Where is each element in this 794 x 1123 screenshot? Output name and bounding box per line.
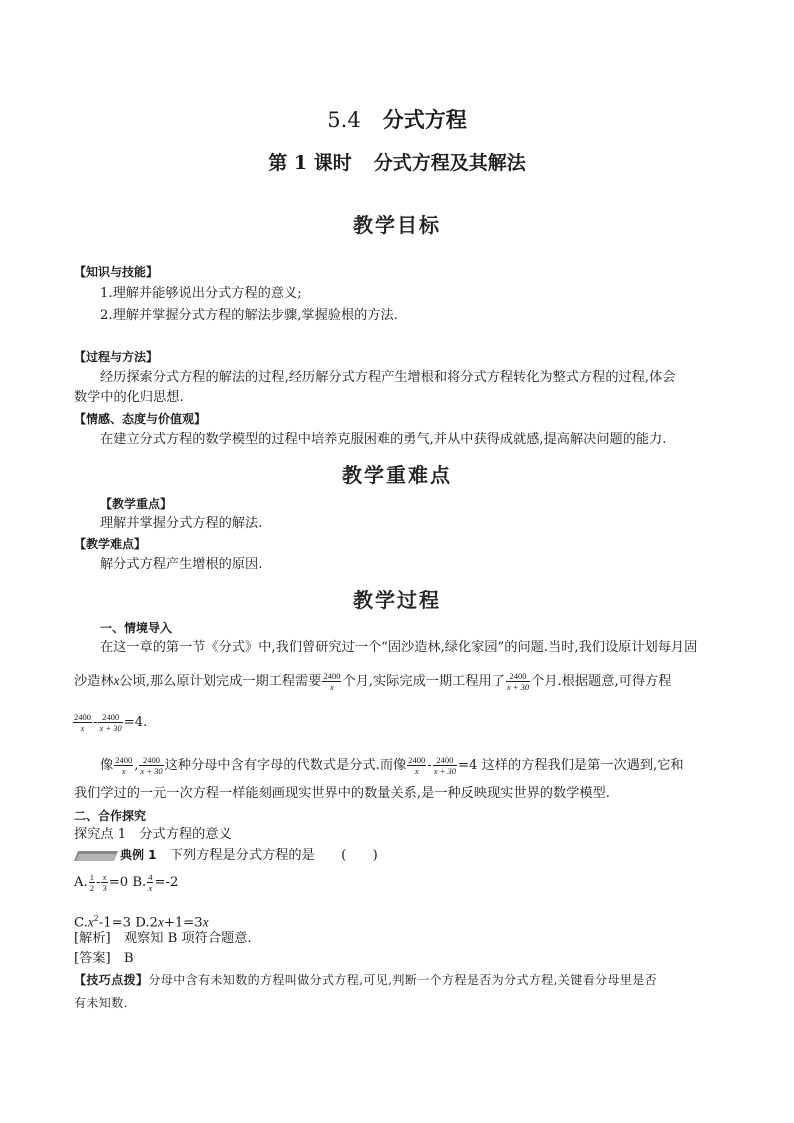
chapter-title (0, 104, 794, 134)
scenario-line-2: 沙造林x公顷,那么原计划完成一期工程需要 $\frac{2400}{x}$ 个月,实际完成一期工程用了 $\frac{2400}{x + 30}$ 个月.根据题意,可得方程 (74, 671, 672, 692)
fraction-definition-line-2: 我们学过的一元一次方程一样能刻画现实世界中的数量关系,是一种反映现实世界的数学模型. (74, 786, 610, 801)
analysis-line: [解析] 观察知 B 项符合题意. (74, 931, 252, 946)
attitude-heading: 【情感、态度与价值观】 (74, 412, 207, 426)
lesson-name: 分式方程及其解法 (373, 152, 526, 174)
scenario-line-1: 在这一章的第一节《分式》中,我们曾研究过一个“固沙造林,绿化家园”的问题.当时,我们设原计划每月固 (100, 640, 698, 655)
tip-line-1: 【技巧点拨】分母中含有未知数的方程叫做分式方程,可见,判断一个方程是否为分式方程,关键看分母里是否 (74, 973, 658, 987)
answer-line: [答案] B (74, 951, 134, 966)
section-process-heading: 教学过程 (353, 588, 441, 612)
process-text-1: 经历探索分式方程的解法的过程,经历解分式方程产生增根和将分式方程转化为整式方程的过程,体会 (100, 370, 676, 385)
example-label: 典例 1 (120, 848, 157, 862)
section-keypoints-heading: 教学重难点 (342, 463, 452, 487)
fraction-2400-over-x30: $\frac{2400}{x + 30}$ (506, 671, 530, 692)
attitude-text: 在建立分式方程的数学模型的过程中培养克服困难的勇气,并从中获得成就感,提高解决问题的能力. (100, 432, 667, 447)
difficulty-heading: 【教学难点】 (74, 537, 147, 551)
example-1-line (74, 847, 378, 864)
chapter-name: 分式方程 (382, 107, 467, 132)
chapter-number: 5.4 (327, 108, 361, 132)
part2-heading: 二、合作探究 (74, 809, 147, 823)
lesson-title (0, 148, 794, 175)
process-text-2: 数学中的化归思想. (74, 390, 184, 405)
explore-point-1: 探究点 1 分式方程的意义 (74, 827, 232, 842)
knowledge-item-1: 1.理解并能够说出分式方程的意义; (100, 286, 302, 301)
options-ab: A. $\frac{1}{2}$ - $\frac{x}{3}$ =0 B. $\frac{4}{x}$ =-2 (74, 872, 179, 893)
lesson-number: 第 1 课时 (268, 152, 352, 174)
focus-text: 理解并掌握分式方程的解法. (100, 516, 263, 531)
part1-heading: 一、情境导入 (100, 621, 173, 635)
options-cd: $C.x^2-1=3$ D.2x+1=3x (74, 914, 209, 931)
process-heading: 【过程与方法】 (74, 350, 159, 364)
example-banner-icon (74, 851, 118, 861)
example-question: 下列方程是分式方程的是 ( ) (169, 848, 378, 863)
difficulty-text: 解分式方程产生增根的原因. (100, 557, 263, 572)
knowledge-heading: 【知识与技能】 (74, 265, 159, 279)
knowledge-item-2: 2.理解并掌握分式方程的解法步骤,掌握验根的方法. (100, 308, 398, 323)
section-goals-heading: 教学目标 (353, 213, 441, 237)
equation-line: $\frac{2400}{x}$ - $\frac{2400}{x + 30}$ =4. (74, 712, 148, 733)
focus-heading: 【教学重点】 (100, 497, 173, 511)
fraction-definition-line: 像 $\frac{2400}{x}$ , $\frac{2400}{x + 30}$ 这种分母中含有字母的代数式是分式.而像 $\frac{2400}{x}$ - $\frac{2400}{x + 30}$ =4 这样的方程我们是第一次遇到,它和 (100, 755, 684, 776)
tip-line-2: 有未知数. (74, 996, 128, 1010)
fraction-2400-over-x: $\frac{2400}{x}$ (323, 671, 341, 692)
